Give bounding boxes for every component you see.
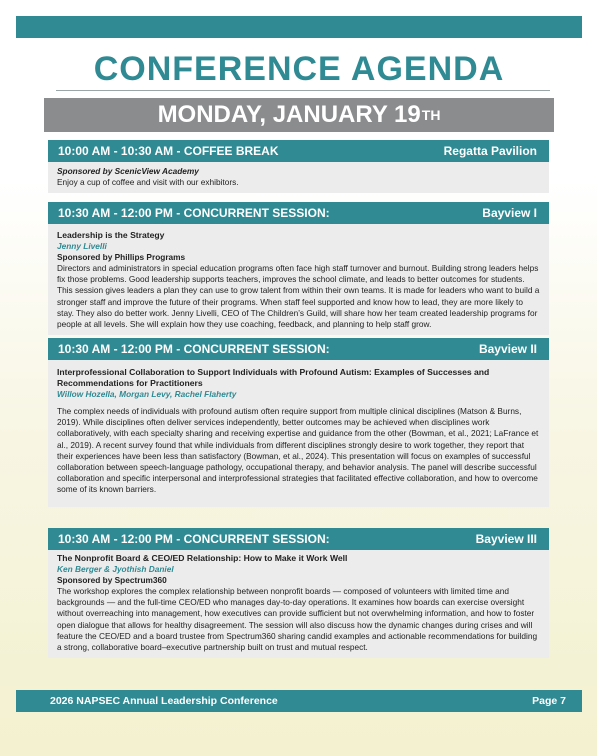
session-time: 10:30 AM - 12:00 PM - CONCURRENT SESSION: <box>58 206 330 220</box>
session-title: Interprofessional Collaboration to Support Individuals with Profound Autism: Examples of Successes and Recommendations for Practitioners <box>57 367 490 389</box>
day-suffix: TH <box>421 107 441 123</box>
day-label: MONDAY, JANUARY 19 <box>157 101 421 128</box>
session-body <box>48 162 549 193</box>
session-description: The complex needs of individuals with profound autism often require support from multiple clinical disciplines (Matson & Burns, 2019). While disciplines often deliver services independently, better outcomes may be achieved when disciplines work collaboratively, with each specialty sharing and receiving expertise and guidance from the other (Bowman, et al., 2021; LaFrance et al., 2019). A recent survey found that while individuals from different disciplines strongly desire to work together, they report that their experiences have been less than satisfactory (Bowman, et al., 2024). This presentation will focus on examples of successful collaboration between speech-language pathology, occupational therapy, and behavior analysis. The panel will describe successful collaboration and specific interpersonal and interprofessional strategies that facilitated effective collaboration, and how to overcome some of its known barriers. <box>57 406 539 494</box>
session-room: Regatta Pavilion <box>443 144 537 158</box>
footer-page-number: Page 7 <box>532 695 566 707</box>
session-sponsor: Sponsored by Phillips Programs <box>57 252 186 263</box>
session-time: 10:30 AM - 12:00 PM - CONCURRENT SESSION: <box>58 342 330 356</box>
session-header <box>48 202 549 224</box>
top-band <box>16 16 582 38</box>
session-header <box>48 140 549 162</box>
session-body <box>48 224 549 335</box>
session-title: Leadership is the Strategy <box>57 230 165 240</box>
session-header <box>48 338 549 360</box>
title-divider <box>56 90 550 91</box>
session-bayview-3 <box>48 528 549 658</box>
session-coffee-break <box>48 140 549 193</box>
session-speakers: Willow Hozella, Morgan Levy, Rachel Flaherty <box>57 389 237 400</box>
session-room: Bayview III <box>475 532 537 546</box>
footer-conference-name: 2026 NAPSEC Annual Leadership Conference <box>50 695 278 707</box>
session-header <box>48 528 549 550</box>
session-bayview-2 <box>48 338 549 507</box>
session-speakers: Ken Berger & Jyothish Daniel <box>57 564 174 575</box>
session-time: 10:30 AM - 12:00 PM - CONCURRENT SESSION: <box>58 532 330 546</box>
session-sponsor: Sponsored by Spectrum360 <box>57 575 167 586</box>
session-description: Directors and administrators in special education programs often face high staff turnover and burnout. Building strong leaders helps fix those problems. Good leadership supports teachers, improves the school climate, and leads to better outcomes for students. This session gives leaders a plan they can use to grow talent from within their own teams. It is made for leaders who want to build a stronger staff and improve the future of their programs. When staff feel supported and know how to lead, they are more likely to stay. They also do better work. Jenny Livelli, CEO of The Children’s Guild, will share how her team created leadership programs for people at all levels. She will explain how they use coaching, feedback, and planning to help staff grow. <box>57 263 540 329</box>
session-body <box>48 550 549 658</box>
session-speakers: Jenny Livelli <box>57 241 107 252</box>
session-description: Enjoy a cup of coffee and visit with our exhibitors. <box>57 177 239 188</box>
page-footer <box>16 690 582 712</box>
session-body <box>48 360 549 507</box>
session-time: 10:00 AM - 10:30 AM - COFFEE BREAK <box>58 144 279 158</box>
session-title: The Nonprofit Board & CEO/ED Relationship: How to Make it Work Well <box>57 553 348 563</box>
session-room: Bayview I <box>482 206 537 220</box>
page-title: CONFERENCE AGENDA <box>93 50 505 88</box>
session-description: The workshop explores the complex relationship between nonprofit boards — composed of volunteers with limited time and backgrounds — and the full-time CEO/ED who manages day-to-day operations. It examines how boards can exercise oversight without overreaching into management, how executives can provide sufficient but not overwhelming information, and how to foster open dialogue that allows for healthy disagreement. The session will also discuss how the dynamic changes during crises and will feature the CEO/ED and a board trustee from Spectrum360 sharing candid examples and actionable recommendations for building a strong, collaborative board–executive partnership built on trust and mutual respect. <box>57 586 538 652</box>
session-room: Bayview II <box>478 342 537 356</box>
session-sponsor: Sponsored by ScenicView Academy <box>57 166 199 176</box>
session-bayview-1 <box>48 202 549 335</box>
day-banner <box>44 98 554 132</box>
